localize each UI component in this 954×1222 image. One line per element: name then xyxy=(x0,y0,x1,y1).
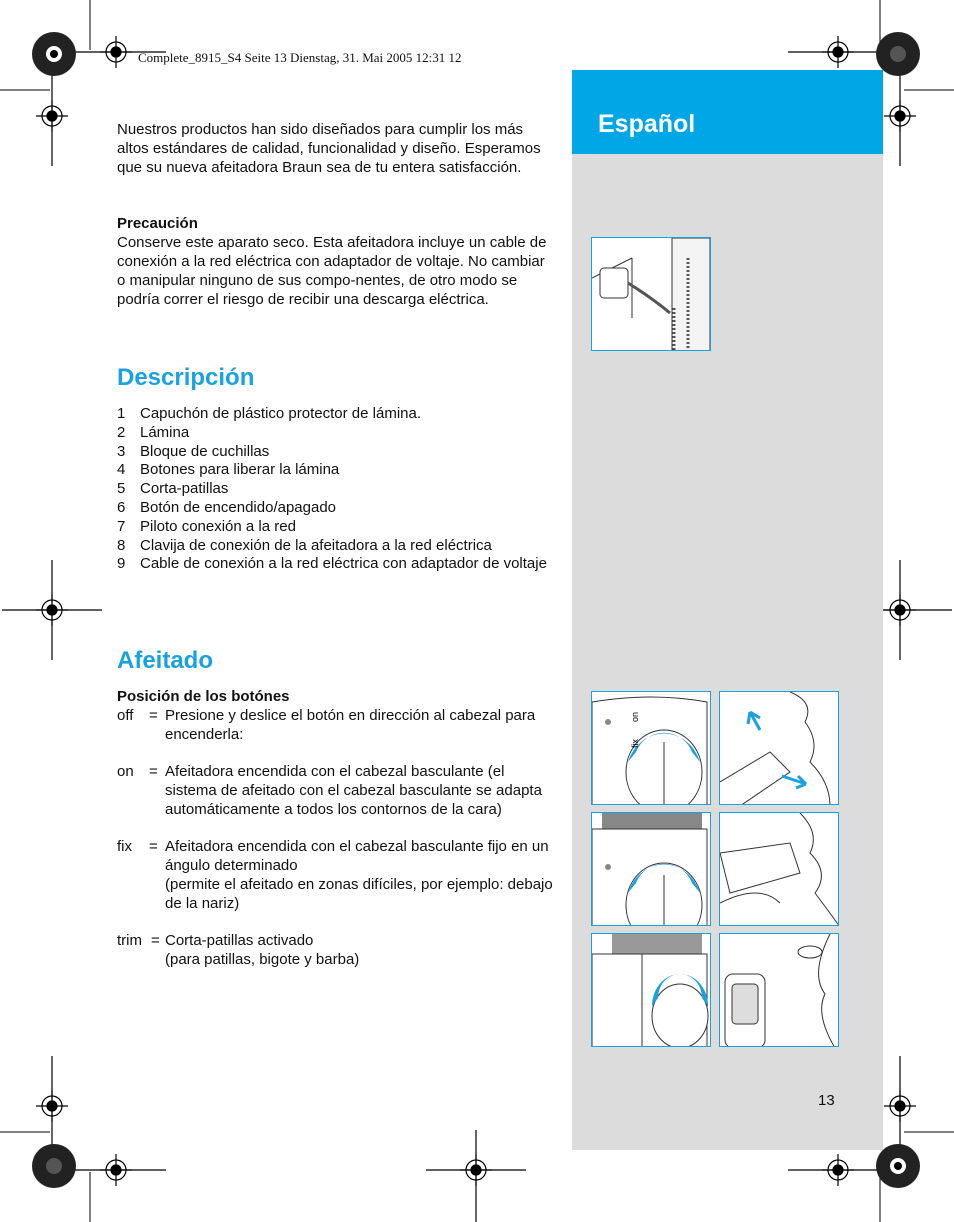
plug-drawing xyxy=(592,238,711,351)
description-heading: Descripción xyxy=(117,364,255,391)
list-item: 1 Capuchón de plástico protector de lámina. xyxy=(117,405,422,422)
switch-label-on: on xyxy=(630,711,640,722)
intro-paragraph xyxy=(117,120,547,177)
caution-text: Conserve este aparato seco. Esta afeitadora incluye un cable de conexión a la red eléctrica con adaptador de voltaje. No cambiar o manipular ninguno de sus compo-nentes, de otro modo se podría correr el riesgo de recibir una descarga eléctrica. xyxy=(117,234,547,308)
position-row: off = Presione y deslice el botón en dirección al cabezal para encenderla: xyxy=(117,706,536,743)
list-item: 4 Botones para liberar la lámina xyxy=(117,461,340,479)
caution-section xyxy=(117,214,547,309)
list-item: 3 Bloque de cuchillas xyxy=(117,442,270,460)
list-item: 5 Corta-patillas xyxy=(117,480,229,498)
description-list xyxy=(117,405,557,574)
print-slug: Complete_8915_S4 Seite 13 Dienstag, 31. Mai 2005 12:31 12 xyxy=(138,50,462,65)
position-row: on = Afeitadora encendida con el cabezal basculante (el sistema de afeitado con el cabezal basculante se adapta automáticamente a todos los contornos de la cara) xyxy=(117,763,542,818)
plug-illustration xyxy=(591,237,711,351)
switch-on-illustration xyxy=(591,812,711,926)
position-row: trim = Corta-patillas activado (para patillas, bigote y barba) xyxy=(117,932,360,969)
list-item: 7 Piloto conexión a la red xyxy=(117,517,296,535)
language-title: Español xyxy=(598,110,696,138)
switch-off-illustration xyxy=(591,691,711,805)
list-item: 2 Lámina xyxy=(117,423,190,441)
position-row: fix = Afeitadora encendida con el cabezal basculante fijo en un ángulo determinado (permite el afeitado en zonas difíciles, por ejemplo: debajo de la nariz) xyxy=(117,838,553,912)
switch-label-fix: fix xyxy=(630,739,640,748)
page-number: 13 xyxy=(818,1092,835,1109)
positions-section xyxy=(117,688,557,970)
positions-subtitle: Posición de los botónes xyxy=(117,688,290,705)
face-shaving-illustration-1 xyxy=(719,691,839,805)
trimmer-illustration xyxy=(591,933,711,1047)
list-item: 8 Clavija de conexión de la afeitadora a la red eléctrica xyxy=(117,536,492,554)
list-item: 9 Cable de conexión a la red eléctrica con adaptador de voltaje xyxy=(117,555,547,573)
face-shaving-illustration-2 xyxy=(719,812,839,926)
shaving-heading: Afeitado xyxy=(117,647,213,674)
list-item: 6 Botón de encendido/apagado xyxy=(117,498,337,516)
sideburn-trimming-illustration xyxy=(719,933,839,1047)
caution-title: Precaución xyxy=(117,215,198,232)
intro-text: Nuestros productos han sido diseñados para cumplir los más altos estándares de calidad, funcionalidad y diseño. Esperamos que su nueva afeitadora Braun sea de tu entera satisfacción. xyxy=(117,121,541,176)
